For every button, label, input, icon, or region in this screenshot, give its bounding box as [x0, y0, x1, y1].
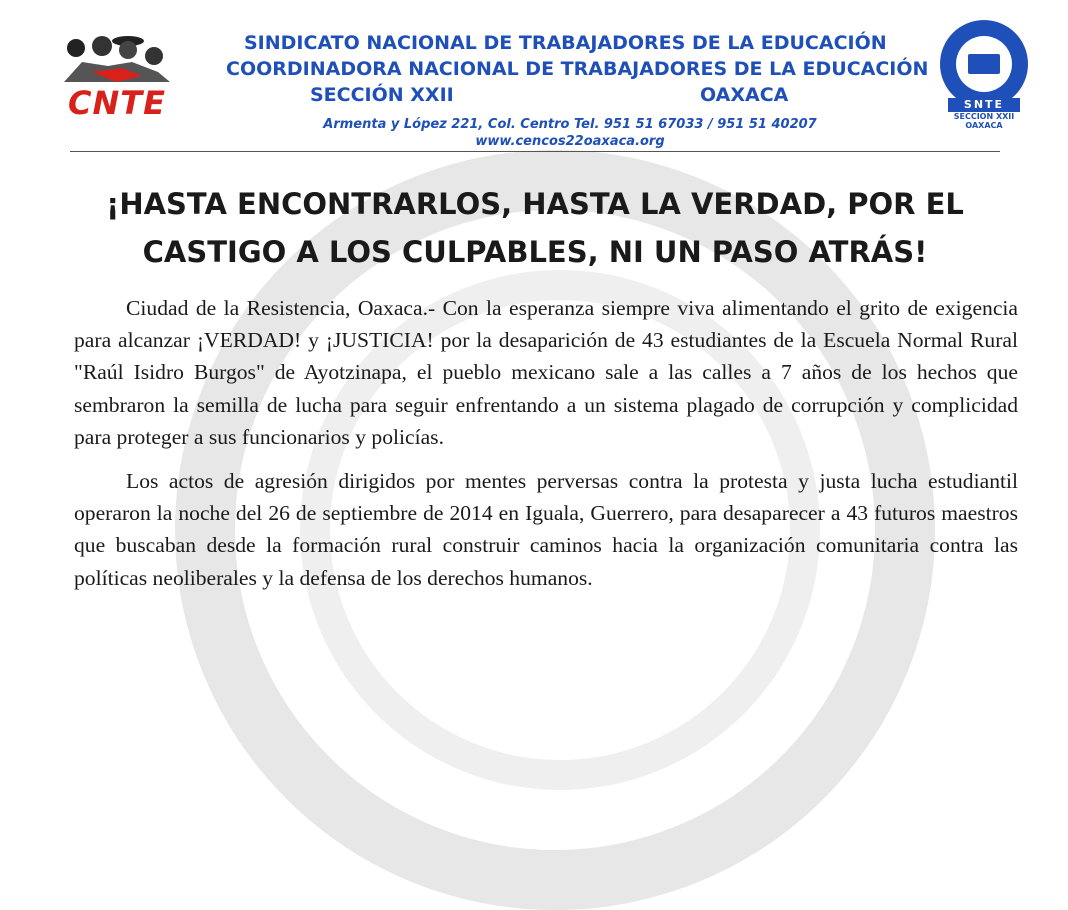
document-body [74, 292, 1018, 606]
union-name: SINDICATO NACIONAL DE TRABAJADORES DE LA EDUCACIÓN [244, 32, 887, 54]
snte-logo [934, 20, 1034, 132]
snte-seal-icon [940, 20, 1028, 108]
cnte-logo-text: CNTE [68, 84, 166, 122]
state-label: OAXACA [700, 84, 789, 106]
letterhead [0, 0, 1068, 160]
snte-section-caption: SECCION XXII [953, 112, 1015, 121]
title-line-2: CASTIGO A LOS CULPABLES, NI UN PASO ATRÁS! [142, 235, 928, 269]
paragraph-2: Los actos de agresión dirigidos por mentes perversas contra la protesta y justa lucha estudiantil operaron la noche del 26 de septiembre de 2014 en Iguala, Guerrero, para desaparecer a 43 futuros maestros que buscaban desde la formación rural construir caminos hacia la organización comunitaria contra las políticas neoliberales y la defensa de los derechos humanos. [74, 469, 1018, 590]
snte-state-caption: OAXACA [965, 121, 1003, 130]
website-link: www.cencos22oaxaca.org [475, 134, 665, 149]
coordinator-name: COORDINADORA NACIONAL DE TRABAJADORES DE LA EDUCACIÓN [226, 58, 929, 80]
paragraph-1: Ciudad de la Resistencia, Oaxaca.- Con la esperanza siempre viva alimentando el grito de exigencia para alcanzar ¡VERDAD! y ¡JUSTICIA! por la desaparición de 43 estudiantes de la Escuela Normal Rural "Raúl Isidro Burgos" de Ayotzinapa, el pueblo mexicano sale a las calles a 7 años de los hechos que sembraron la semilla de lucha para seguir enfrentando a un sistema plagado de corrupción y complicidad para proteger a sus funcionarios y policías. [74, 296, 1018, 449]
document-title [60, 180, 1010, 276]
header-divider [70, 151, 1000, 152]
address-line: Armenta y López 221, Col. Centro Tel. 951 51 67033 / 951 51 40207 [323, 117, 817, 132]
portraits-icon [62, 32, 172, 84]
snte-band-text: SNTE [948, 98, 1020, 112]
section-label: SECCIÓN XXII [310, 84, 454, 106]
cnte-logo [62, 30, 182, 130]
title-line-1: ¡HASTA ENCONTRARLOS, HASTA LA VERDAD, POR EL [106, 187, 964, 221]
